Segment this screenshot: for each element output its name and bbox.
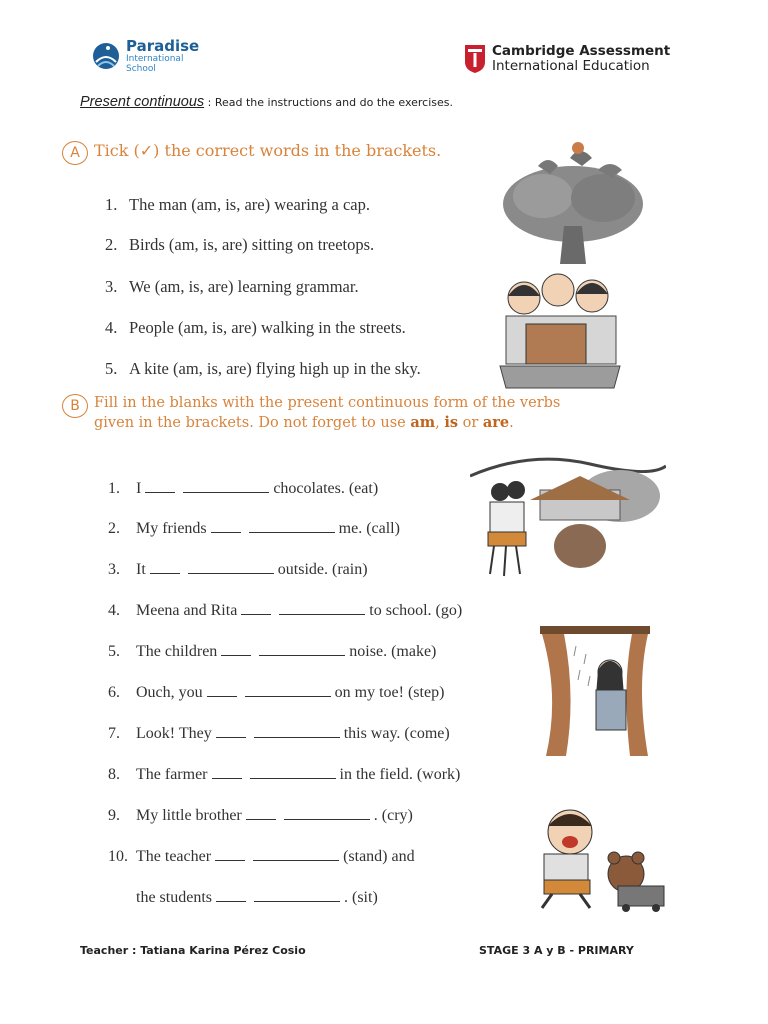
teacher-name: Teacher : Tatiana Karina Pérez Cosio bbox=[80, 944, 306, 957]
answer-blank[interactable] bbox=[207, 684, 237, 697]
exercise-a-item: 1. The man (am, is, are) wearing a cap. bbox=[105, 195, 370, 214]
answer-blank[interactable] bbox=[246, 807, 276, 820]
school-sub1: International bbox=[126, 53, 184, 64]
tree-with-birds-illustration bbox=[498, 126, 648, 266]
exercise-a-item: 3. We (am, is, are) learning grammar. bbox=[105, 277, 359, 296]
answer-blank[interactable] bbox=[216, 889, 246, 902]
exercise-b-item: 6. Ouch, you on my toe! (step) bbox=[108, 684, 445, 701]
exercise-a-item: 2. Birds (am, is, are) sitting on treetops. bbox=[105, 235, 375, 254]
exercise-b-item: 5. The children noise. (make) bbox=[108, 643, 437, 660]
paradise-logo bbox=[92, 38, 199, 74]
section-a-title bbox=[62, 141, 441, 165]
paradise-emblem-icon bbox=[92, 38, 120, 74]
answer-blank[interactable] bbox=[221, 643, 251, 656]
answer-blank[interactable] bbox=[216, 725, 246, 738]
section-a-letter: A bbox=[62, 141, 88, 165]
section-a-instruction: Tick (✓) the correct words in the brackets. bbox=[94, 141, 442, 160]
answer-blank[interactable] bbox=[212, 766, 242, 779]
exercise-b-item: 9. My little brother . (cry) bbox=[108, 807, 413, 824]
exercise-a-item: 5. A kite (am, is, are) flying high up in the sky. bbox=[105, 359, 421, 378]
answer-blank[interactable] bbox=[253, 848, 339, 861]
cambridge-line2: International Education bbox=[492, 58, 650, 74]
window-girl-illustration bbox=[540, 626, 650, 760]
answer-blank[interactable] bbox=[254, 889, 340, 902]
page-heading bbox=[80, 94, 453, 110]
section-b-letter: B bbox=[62, 394, 88, 418]
crying-boy-illustration bbox=[526, 802, 668, 912]
section-b-title bbox=[62, 394, 560, 433]
instruction-text: : Read the instructions and do the exercises. bbox=[204, 96, 454, 109]
topic-title: Present continuous bbox=[80, 94, 205, 110]
exercise-b-item: 3. It outside. (rain) bbox=[108, 561, 368, 578]
answer-blank[interactable] bbox=[250, 766, 336, 779]
answer-blank[interactable] bbox=[211, 520, 241, 533]
cambridge-crest-icon bbox=[464, 44, 486, 74]
answer-blank[interactable] bbox=[284, 807, 370, 820]
answer-blank[interactable] bbox=[259, 643, 345, 656]
answer-blank[interactable] bbox=[249, 520, 335, 533]
cambridge-line1: Cambridge Assessment bbox=[492, 43, 671, 59]
school-sub2: School bbox=[126, 63, 156, 74]
answer-blank[interactable] bbox=[241, 602, 271, 615]
section-b-instruction-line2: given in the brackets. Do not forget to use am, is or are. bbox=[94, 414, 514, 431]
cambridge-logo bbox=[464, 44, 670, 74]
answer-blank[interactable] bbox=[254, 725, 340, 738]
exercise-b-item: 7. Look! They this way. (come) bbox=[108, 725, 450, 742]
exercise-a-item: 4. People (am, is, are) walking in the streets. bbox=[105, 318, 406, 337]
children-reading-illustration bbox=[496, 268, 626, 392]
exercise-b-item: the students . (sit) bbox=[136, 889, 378, 906]
answer-blank[interactable] bbox=[215, 848, 245, 861]
section-b-instruction-line1: Fill in the blanks with the present continuous form of the verbs bbox=[94, 395, 561, 411]
stage-label: STAGE 3 A y B - PRIMARY bbox=[479, 944, 634, 957]
exercise-b-item: 1. I chocolates. (eat) bbox=[108, 480, 379, 497]
exercise-b-item: 8. The farmer in the field. (work) bbox=[108, 766, 461, 783]
answer-blank[interactable] bbox=[245, 684, 331, 697]
answer-blank[interactable] bbox=[145, 480, 175, 493]
answer-blank[interactable] bbox=[188, 561, 274, 574]
girls-rain-illustration bbox=[470, 456, 666, 588]
answer-blank[interactable] bbox=[183, 480, 269, 493]
exercise-b-item: 10. The teacher (stand) and bbox=[108, 848, 415, 865]
answer-blank[interactable] bbox=[279, 602, 365, 615]
exercise-b-item: 4. Meena and Rita to school. (go) bbox=[108, 602, 463, 619]
answer-blank[interactable] bbox=[150, 561, 180, 574]
school-name: Paradise bbox=[126, 36, 200, 55]
exercise-b-item: 2. My friends me. (call) bbox=[108, 520, 400, 537]
